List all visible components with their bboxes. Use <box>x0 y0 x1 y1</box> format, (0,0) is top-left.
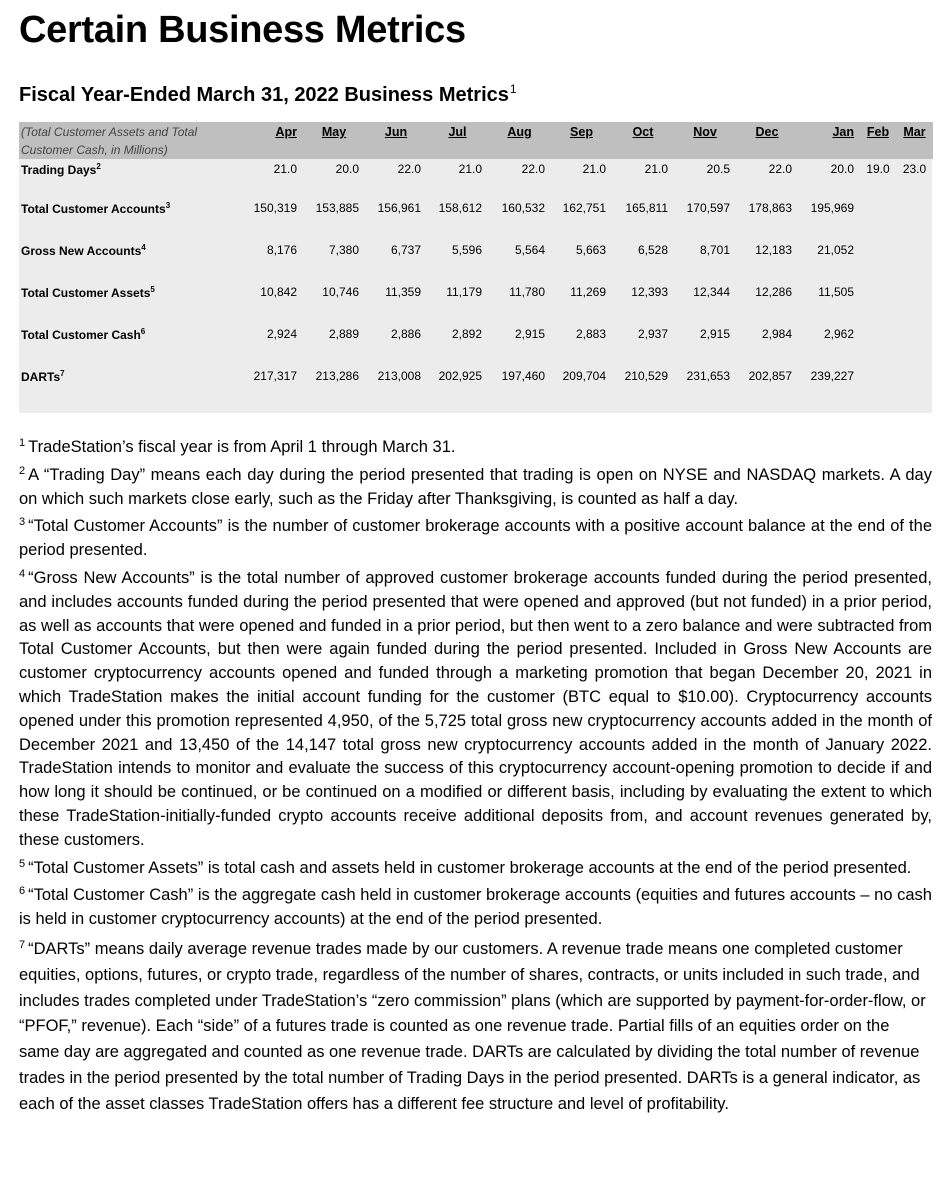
table-cell: 2,924 <box>266 327 297 341</box>
table-cell: 2,886 <box>390 327 421 341</box>
table-cell: 2,915 <box>514 327 545 341</box>
table-cell: 21.0 <box>273 162 297 176</box>
table-row <box>19 187 933 229</box>
month-header: May <box>321 125 347 139</box>
footnote-text: “Total Customer Assets” is total cash and assets held in customer brokerage accounts at the end of the period presented. <box>28 858 912 877</box>
table-cell: 12,393 <box>631 285 668 299</box>
month-header: Aug <box>507 125 532 139</box>
row-label-text: Total Customer Accounts <box>21 201 166 216</box>
row-label <box>19 355 234 397</box>
business-metrics-table <box>19 122 933 397</box>
footnote <box>19 933 932 1118</box>
table-cell: 20.0 <box>335 162 359 176</box>
table-cell: 10,842 <box>260 285 297 299</box>
footnotes <box>19 432 932 1118</box>
table-title-footnote-ref: 1 <box>509 82 517 96</box>
table-cell: 178,863 <box>748 201 792 215</box>
table-cell: 5,663 <box>575 243 606 257</box>
table-cell: 21.0 <box>458 162 482 176</box>
table-cell: 8,176 <box>266 243 297 257</box>
table-cell: 217,317 <box>253 369 297 383</box>
table-cell: 170,597 <box>686 201 730 215</box>
table-row <box>19 271 933 313</box>
table-cell: 2,962 <box>823 327 854 341</box>
table-cell: 202,857 <box>748 369 792 383</box>
table-cell: 197,460 <box>501 369 545 383</box>
month-header: Sep <box>570 125 593 139</box>
table-cell: 2,937 <box>637 327 668 341</box>
table-cell: 202,925 <box>438 369 482 383</box>
table-cell: 195,969 <box>810 201 854 215</box>
table-cell: 21,052 <box>817 243 854 257</box>
table-cell: 12,344 <box>693 285 730 299</box>
row-label <box>19 187 234 229</box>
footnote-text: “Total Customer Accounts” is the number of customer brokerage accounts with a positive account balance at the end of the period presented. <box>19 517 932 560</box>
table-cell: 158,612 <box>438 201 482 215</box>
table-cell: 11,780 <box>509 285 545 299</box>
footnote <box>19 563 932 853</box>
table-cell: 153,885 <box>315 201 359 215</box>
month-header: Apr <box>275 125 297 139</box>
table-row <box>19 355 933 397</box>
table-cell: 19.0 <box>866 162 890 176</box>
footnote-ref: 7 <box>60 368 65 378</box>
table-cell: 20.5 <box>706 162 730 176</box>
table-cell <box>896 187 933 229</box>
footnote-number: 6 <box>19 885 26 898</box>
row-label <box>19 229 234 271</box>
table-cell: 156,961 <box>377 201 421 215</box>
table-cell: 10,746 <box>322 285 359 299</box>
month-header: Jun <box>384 125 408 139</box>
table-cell: 23.0 <box>902 162 927 176</box>
footnote-text: TradeStation’s fiscal year is from April 1 through March 31. <box>28 438 456 456</box>
table-cell: 6,737 <box>390 243 421 257</box>
footnote <box>19 880 932 932</box>
metrics-table-container <box>19 122 932 413</box>
table-cell: 12,286 <box>755 285 792 299</box>
table-cell: 11,179 <box>446 285 482 299</box>
footnote-ref: 2 <box>96 162 101 171</box>
table-cell: 150,319 <box>253 201 297 215</box>
table-cell: 21.0 <box>644 162 668 176</box>
page-title: Certain Business Metrics <box>19 9 466 51</box>
table-cell <box>896 313 933 355</box>
table-cell: 2,883 <box>575 327 606 341</box>
table-cell <box>896 355 933 397</box>
footnote-ref: 3 <box>165 200 171 210</box>
table-cell: 21.0 <box>582 162 606 176</box>
table-cell <box>860 271 896 313</box>
table-cell: 22.0 <box>521 162 545 176</box>
month-header: Mar <box>903 125 926 139</box>
table-cell: 8,701 <box>699 243 730 257</box>
month-header: Dec <box>755 125 779 139</box>
footnote <box>19 432 932 460</box>
table-cell <box>896 271 933 313</box>
table-cell <box>860 229 896 271</box>
footnote-ref: 4 <box>141 242 146 252</box>
footnote-text: A “Trading Day” means each day during the period presented that trading is open on NYSE and NASDAQ markets. A day on which such markets close early, such as the Friday after Thanksgiving, is counted as half a day. <box>19 465 932 508</box>
table-cell: 2,889 <box>328 327 359 341</box>
table-cell: 20.0 <box>830 162 854 176</box>
row-label <box>19 159 234 187</box>
footnote-number: 1 <box>19 437 26 449</box>
table-row <box>19 313 933 355</box>
footnote-number: 4 <box>19 567 26 580</box>
units-note: (Total Customer Assets and Total Customer Cash, in Millions) <box>21 125 198 157</box>
month-header: Nov <box>693 125 717 139</box>
row-label <box>19 271 234 313</box>
table-cell: 2,915 <box>699 327 730 341</box>
table-cell <box>860 187 896 229</box>
table-cell: 22.0 <box>397 162 421 176</box>
table-cell <box>860 313 896 355</box>
table-cell: 213,286 <box>315 369 359 383</box>
table-cell: 209,704 <box>562 369 606 383</box>
footnote-text: “DARTs” means daily average revenue trades made by our customers. A revenue trade means one completed customer equities, options, futures, or crypto trade, regardless of the number of shares, contracts, or units included in such trade, and includes trades completed under TradeStation’s “zero commission” plans (which are supported by payment-for-order-flow, or “PFOF,” revenue). Each “side” of a futures trade is counted as one revenue trade. Partial fills of an equities order on the same day are aggregated and counted as one revenue trade. DARTs are calculated by dividing the total number of revenue trades in the period presented by the total number of Trading Days in the period presented. DARTs is a general indicator, as each of the asset classes TradeStation offers has a different fee structure and level of profitability. <box>19 939 926 1113</box>
table-cell: 5,564 <box>514 243 545 257</box>
table-cell: 6,528 <box>637 243 668 257</box>
table-cell: 2,984 <box>761 327 792 341</box>
month-header: Feb <box>866 125 890 139</box>
table-cell: 165,811 <box>625 201 668 215</box>
table-cell: 210,529 <box>624 369 668 383</box>
table-row <box>19 159 933 187</box>
footnote-number: 5 <box>19 857 26 870</box>
table-cell: 7,380 <box>328 243 359 257</box>
footnote-text: “Total Customer Cash” is the aggregate cash held in customer brokerage accounts (equities and futures accounts – no cash is held in customer cryptocurrency accounts) at the end of the period presented. <box>19 886 932 929</box>
footnote-number: 7 <box>19 938 26 951</box>
table-cell <box>860 355 896 397</box>
table-title-text: Fiscal Year-Ended March 31, 2022 Business Metrics <box>19 84 509 106</box>
row-label-text: Gross New Accounts <box>21 243 142 258</box>
table-cell <box>896 229 933 271</box>
month-header: Jan <box>832 125 854 139</box>
month-header: Jul <box>448 125 467 139</box>
table-cell: 11,269 <box>570 285 606 299</box>
table-cell: 162,751 <box>562 201 606 215</box>
row-label-text: Total Customer Assets <box>21 285 151 300</box>
row-label <box>19 313 234 355</box>
table-cell: 5,596 <box>451 243 482 257</box>
row-label-text: Total Customer Cash <box>21 327 141 342</box>
month-header: Oct <box>632 125 654 139</box>
table-cell: 231,653 <box>686 369 730 383</box>
footnote <box>19 853 932 881</box>
footnote-number: 2 <box>19 464 26 477</box>
table-cell: 213,008 <box>377 369 421 383</box>
footnote <box>19 460 932 512</box>
footnote-text: “Gross New Accounts” is the total number of approved customer brokerage accounts funded during the period presented, and includes accounts funded during the period presented that were opened and approved (but not funded) in a prior period, as well as accounts that were opened and funded in a prior period, but then went to a zero balance and were subtracted from Total Customer Accounts, but then were again funded during the period presented. Included in Gross New Accounts are customer cryptocurrency accounts opened and funded through a marketing promotion that began December 20, 2021 in which TradeStation makes the initial account funding for the customer (BTC equal to $10.00). Cryptocurrency accounts opened under this promotion represented 4,950, of the 5,725 total gross new cryptocurrency accounts added in the month of December 2021 and 13,450 of the 14,147 total gross new cryptocurrency accounts added in the month of January 2022. TradeStation intends to monitor and evaluate the success of this cryptocurrency account-opening promotion to decide if and how long it should be continued, or be continued on a modified or different basis, including by evaluating the extent to which these TradeStation-initially-funded crypto accounts receive additional deposits from, and account revenues generated by, these customers. <box>19 568 932 849</box>
footnote-ref: 6 <box>140 326 146 336</box>
footnote-ref: 5 <box>150 284 155 294</box>
table-cell: 2,892 <box>451 327 482 341</box>
table-cell: 11,505 <box>818 285 854 299</box>
table-header-row <box>19 122 933 159</box>
footnote-number: 3 <box>19 516 26 529</box>
footnote <box>19 511 932 563</box>
table-cell: 12,183 <box>755 243 792 257</box>
table-cell: 11,359 <box>385 285 421 299</box>
table-cell: 239,227 <box>810 369 854 383</box>
table-cell: 160,532 <box>501 201 545 215</box>
row-label-text: Trading Days <box>21 163 97 177</box>
table-row <box>19 229 933 271</box>
table-title <box>19 76 517 108</box>
table-cell: 22.0 <box>768 162 792 176</box>
row-label-text: DARTs <box>21 369 61 384</box>
